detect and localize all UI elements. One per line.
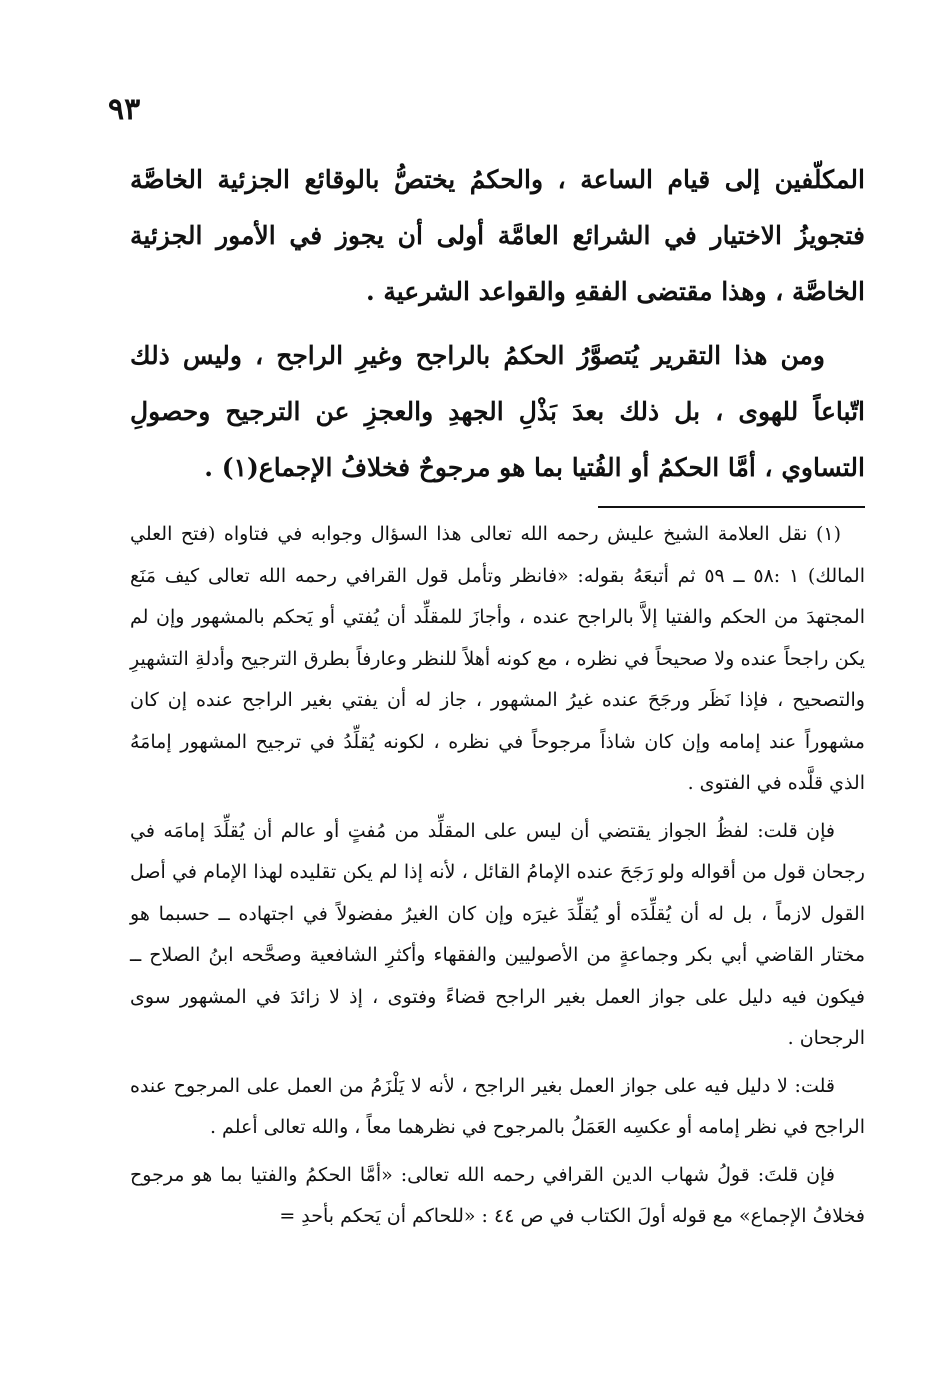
main-paragraph: المكلّفين إلى قيام الساعة ، والحكمُ يختصُّ بالوقائع الجزئية الخاصَّة فتجويزُ الاختيار في الشرائع العامَّة أولى أن يجوز في الأمور الجزئية الخاصَّة ، وهذا مقتضى الفقهِ والقواعد الشرعية . <box>130 165 865 306</box>
footnote-text: فإن قلتَ: قولُ شهاب الدين القرافي رحمه الله تعالى: «أمَّا الحكمُ والفتيا بما هو مرجوح فخلافُ الإجماع» مع قوله أولَ الكتاب في ص ٤٤ : «للحاكم أن يَحكم بأحدِ <box>130 1163 865 1227</box>
main-text <box>130 152 865 496</box>
page-number: ٩٣ <box>108 92 141 127</box>
footnote-paragraph: قلت: لا دليل فيه على جواز العمل بغير الراجح ، لأنه لا يَلْزَمُ من العمل على المرجوح عنده الراجح في نظر إمامه أو عكسِه العَمَلُ بالمرجوح في نظرهما معاً ، والله تعالى أعلم . <box>130 1074 865 1138</box>
footnote-paragraph: (١) نقل العلامة الشيخ عليش رحمه الله تعالى هذا السؤال وجوابه في فتاواه (فتح العلي المالك) ١ :٥٨ ــ ٥٩ ثم أتبعَهُ بقوله: «فانظر وتأمل قول القرافي رحمه الله تعالى كيف مَنَع المجتهدَ من الحكم والفتيا إلاَّ بالراجح عنده ، وأجازَ للمقلِّد أن يُفتي أو يَحكم بالمشهور وإن لم يكن راجحاً عنده ولا صحيحاً في نظره ، مع كونه أهلاً للنظر وعارفاً بطرق الترجيح وأدلةِ التشهيرِ والتصحيح ، فإذا نَظَر ورجَحَ عنده غيرُ المشهور ، جاز له أن يفتي بغير الراجح عنده إن كان مشهوراً عند إمامه وإن كان شاذاً مرجوحاً في نظره ، لكونه يُقلِّدُ في ترجيح المشهور إمامَهُ الذي قلَّده في الفتوى . <box>130 523 865 794</box>
continuation-mark: = <box>279 1205 296 1227</box>
footnote-paragraph: فإن قلت: لفظُ الجواز يقتضي أن ليس على المقلِّد من مُفتٍ أو عالم أن يُقلِّدَ إمامَه في رجحان قول من أقواله ولو رَجَحَ عنده الإمامُ القائل ، لأنه إذا لم يكن تقليده لهذا الإمام في أصل القول لازماً ، بل له أن يُقلِّدَه أو يُقلِّدَ غيرَه وإن كان الغيرُ مفضولاً في اجتهاده ــ حسبما هو مختار القاضي أبي بكر وجماعةٍ من الأصوليين والفقهاء وأكثرِ الشافعية وصحَّحه ابنُ الصلاح ــ فيكون فيه دليل على جواز العمل بغير الراجح قضاءً وفتوى ، إذ لا زائدَ في المشهور سوى الرجحان . <box>130 819 865 1049</box>
footnotes <box>130 514 865 1238</box>
footnote-divider <box>598 506 865 508</box>
main-paragraph: ومن هذا التقرير يُتصوَّرُ الحكمُ بالراجح وغيرِ الراجح ، وليس ذلك اتّباعاً للهوى ، بل ذلك بعدَ بَذْلِ الجهدِ والعجزِ عن الترجيح وحصولِ التساوي ، أمَّا الحكمُ أو الفُتيا بما هو مرجوحٌ فخلافُ الإجماع(١) . <box>130 341 865 482</box>
footnote-paragraph <box>130 1155 865 1238</box>
